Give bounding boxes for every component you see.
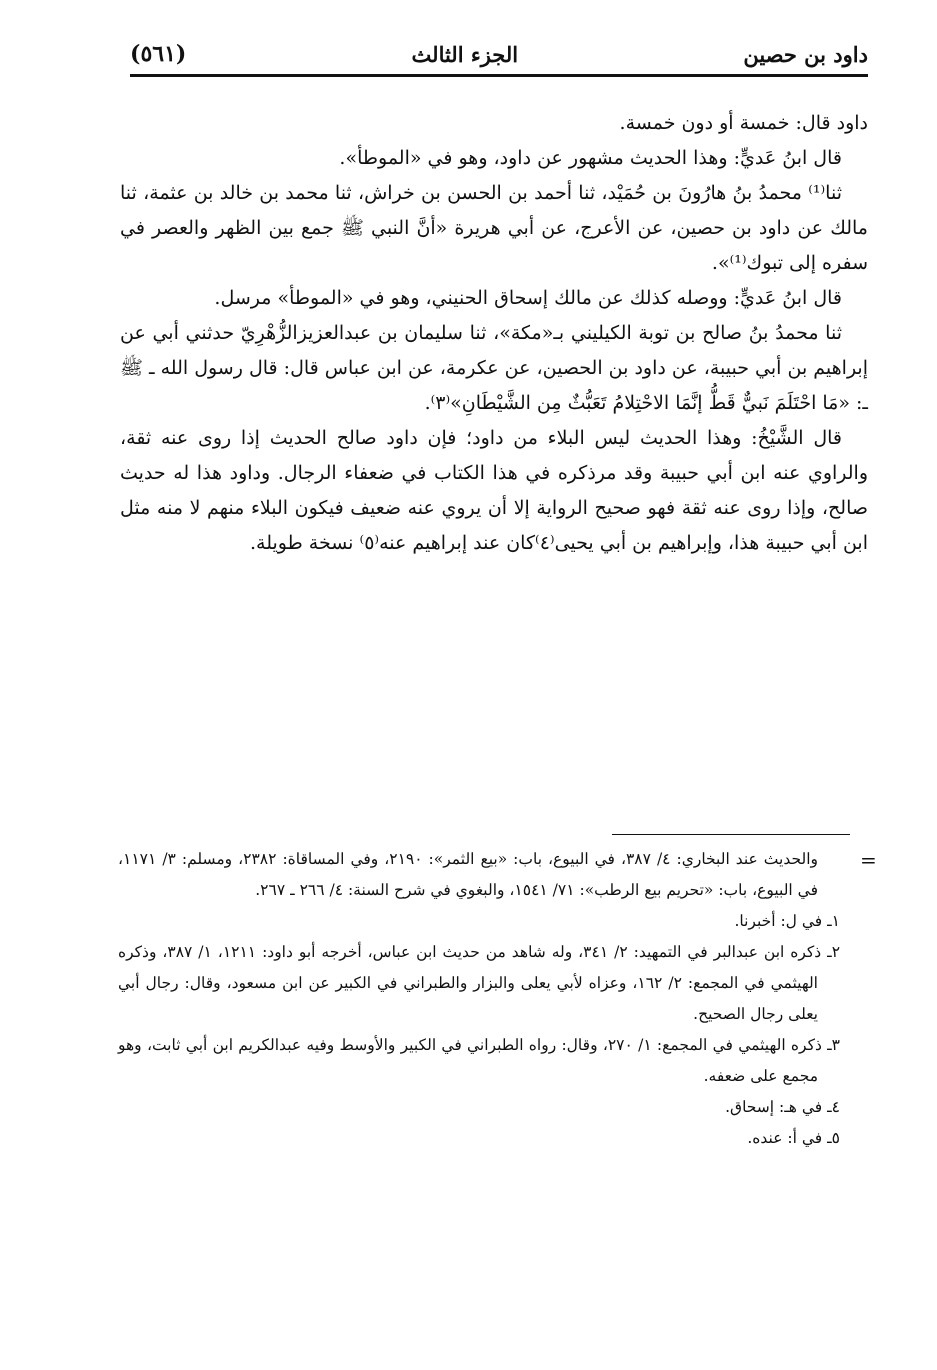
paragraph: داود قال: خمسة أو دون خمسة. <box>619 112 868 134</box>
footnote-item: ٤ـ في هـ: إسحاق. <box>725 1098 840 1116</box>
main-text <box>120 106 868 561</box>
footnote-separator <box>612 834 850 835</box>
page-number: (٥٦١) <box>130 41 187 67</box>
page-header <box>130 34 868 77</box>
paragraph: ثنا⁽¹⁾ محمدُ بنُ هارُونَ بن حُمَيْد، ثنا أحمد بن الحسن بن خراش، ثنا محمد بن خالد بن عثمة، ثنا مالك عن داود بن حصين، عن الأعرج، عن أبي هريرة «أنَّ النبي ﷺ جمع بين الظهر والعصر في سفره إلى تبوك⁽¹⁾». <box>120 182 868 274</box>
footnote-item: ٥ـ في أ: عنده. <box>747 1129 840 1147</box>
continuation-mark: = <box>860 848 877 872</box>
paragraph: قال ابنُ عَديٍّ: وهذا الحديث مشهور عن داود، وهو في «الموطأ». <box>339 147 842 169</box>
paragraph: ثنا محمدُ بنُ صالح بن توبة الكيليني بـ«مكة»، ثنا سليمان بن عبدالعزيزالزُّهْرِيّ حدثني أبي عن إبراهيم بن أبي حبيبة، عن داود بن الحصين، عن عكرمة، عن ابن عباس قال: قال رسول الله ـ ﷺ ـ: «مَا احْتَلَمَ نَبيٌّ قَطُّ إنَّمَا الاحْتِلامُ تَعَبُّثٌ مِن الشَّيْطَانِ»⁽٣⁾. <box>120 322 868 414</box>
paragraph: قال ابنُ عَديٍّ: ووصله كذلك عن مالك إسحاق الحنيني، وهو في «الموطأ» مرسل. <box>214 287 842 309</box>
footnote-continuation: والحديث عند البخاري: ٤/ ٣٨٧، في البيوع، باب: «بيع الثمر»: ٢١٩٠، وفي المساقاة: ٢٣٨٢، ومسلم: ٣/ ١١٧١، في البيوع، باب: «تحريم بيع الرطب»: ٧١/ ١٥٤١، والبغوي في شرح السنة: ٤/ ٢٦٦ ـ ٢٦٧. <box>118 850 818 899</box>
paragraph: قال الشَّيْخُ: وهذا الحديث ليس البلاء من داود؛ فإن داود صالح الحديث إذا روى عنه ثقة، والراوي عنه ابن أبي حبيبة وقد مرذكره في هذا الكتاب في ضعفاء الرجال. وداود هذا له حديث صالح، وإذا روى عنه ثقة فهو صحيح الرواية إلا أن يروي عنه ضعيف فيكون البلاء منهم لا منه مثل ابن أبي حبيبة هذا، وإبراهيم بن أبي يحيى⁽٤⁾كان عند إبراهيم عنه⁽٥⁾ نسخة طويلة. <box>120 427 868 554</box>
entry-title: داود بن حصين <box>743 41 868 67</box>
footnote-item: ١ـ في ل: أخبرنا. <box>734 912 840 930</box>
footnotes <box>118 844 840 1154</box>
footnote-item: ٣ـ ذكره الهيثمي في المجمع: ١/ ٢٧٠، وقال: رواه الطبراني في الكبير والأوسط وفيه عبدالكريم ابن أبي ثابت، وهو مجمع على ضعفه. <box>118 1036 840 1085</box>
footnote-item: ٢ـ ذكره ابن عبدالبر في التمهيد: ٢/ ٣٤١، وله شاهد من حديث ابن عباس، أخرجه أبو داود: ١٢١١، ١/ ٣٨٧، وذكره الهيثمي في المجمع: ٢/ ١٦٢، وعزاه لأبي يعلى والبزار والطبراني في الكبير عن ابن مسعود، وقال: رجال أبي يعلى رجال الصحيح. <box>118 943 841 1023</box>
volume-title: الجزء الثالث <box>411 41 519 67</box>
